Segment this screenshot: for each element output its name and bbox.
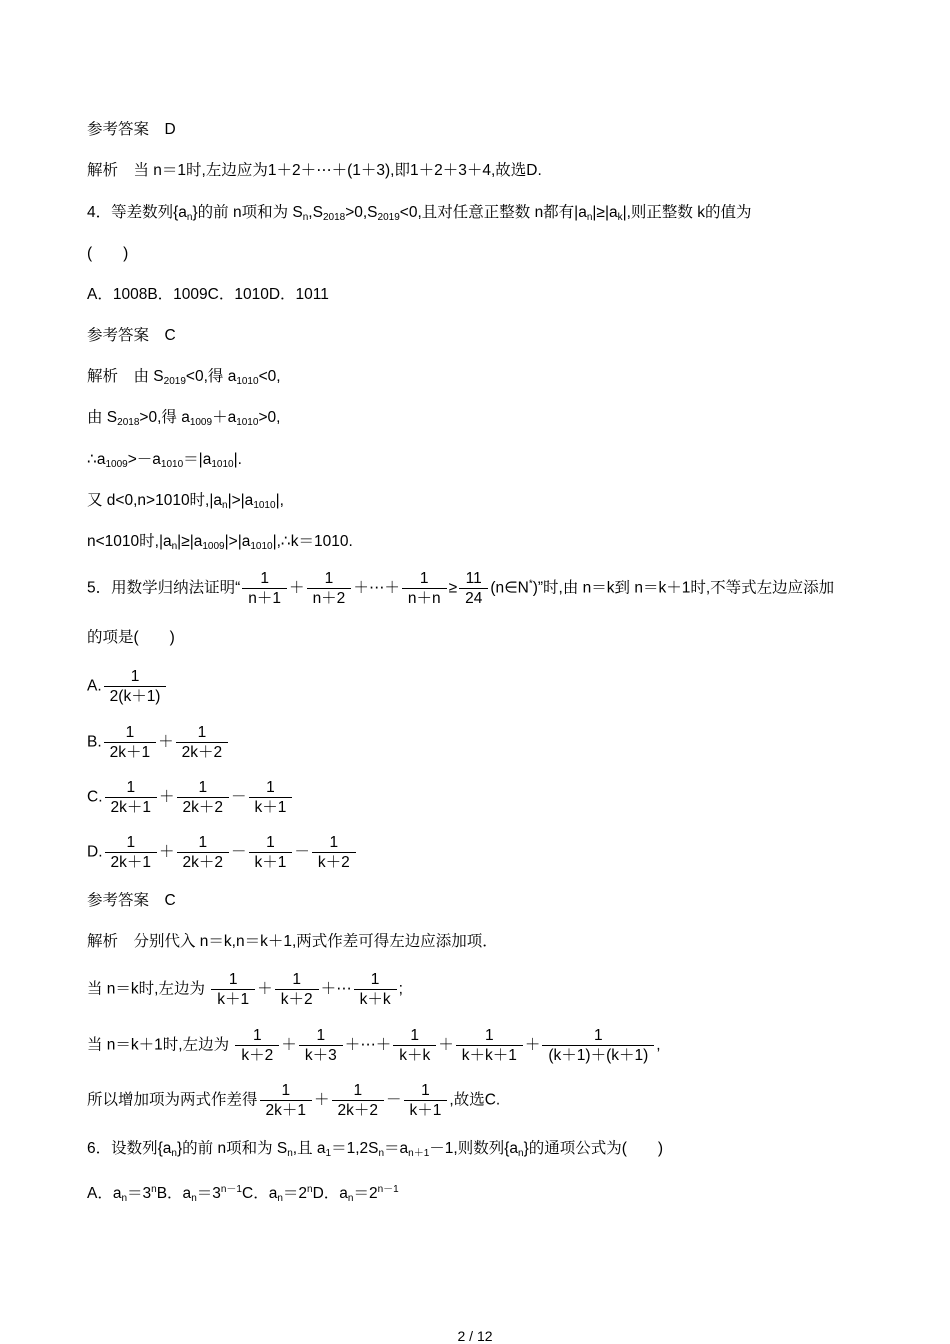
question-4-options: A．1008B．1009C．1010D．1011 [87,286,329,303]
option-b: B. $\frac{1}{2k+1}$ ＋ $\frac{1}{2k+2}$ [87,724,230,761]
explanation-q5-line2: 当 n＝k时,左边为 $\frac{1}{k+1}$ ＋ $\frac{1}{k+2}$ ＋⋯ $\frac{1}{k+k}$ ; [87,971,403,1008]
answer-label-q3: 参考答案 D [87,121,176,138]
option-c: C. $\frac{1}{2k+1}$ ＋ $\frac{1}{2k+2}$ － $\frac{1}{k+1}$ [87,779,294,816]
fraction: $\frac{1}{k+k}$ [393,1027,436,1064]
fraction: $\frac{1}{k+1}$ [211,971,255,1008]
fraction: $\frac{1}{k+1}$ [249,834,293,871]
question-4: 4．等差数列$\{a_n\}$的前 n项和为 $S_n,S_{2018}>0,S_{2019}<0$,且对任意正整数 n都有$|a_n|\ge|a_k|$,则正整数 k的值为 [87,204,752,223]
fraction: $\frac{1}{k+3}$ [299,1027,343,1064]
fraction: $\frac{1}{2k+2}$ [176,724,229,761]
solution-line-3: $\therefore a_{1009}>-a_{1010}=|a_{1010}|$. [87,451,242,470]
fraction: $\frac{1}{n+1}$ [242,570,287,607]
fraction: $\frac{11}{24}$ [459,570,488,607]
answer-label-q5: 参考答案 C [87,892,176,909]
fraction: $\frac{1}{2k+2}$ [332,1082,385,1119]
page-number: 2 / 12 [457,1328,493,1344]
option-a: A. $\frac{1}{2(k+1)}$ [87,668,168,705]
solution-line-2: 由 $S_{2018}>0$,得 $a_{1009}+a_{1010}>0$, [87,409,281,428]
solution-line-1: 解析 由 $S_{2019}<0$,得 $a_{1010}<0$, [87,368,281,387]
fraction: $\frac{1}{2k+1}$ [260,1082,313,1119]
fraction: $\frac{1}{2(k+1)}$ [104,668,167,705]
fraction: $\frac{1}{2k+1}$ [104,724,157,761]
fraction: $\frac{1}{2k+2}$ [177,834,230,871]
fraction: $\frac{1}{2k+2}$ [177,779,230,816]
question-5: 5．用数学归纳法证明“ $\frac{1}{n+1}$ ＋ $\frac{1}{n+2}$ ＋⋯＋ $\frac{1}{n+n}$ ≥ $\frac{11}{24}$ (n∈N*)”时,由 n＝k到 n＝k＋1时,不等式左边应添加 [87,570,835,607]
fraction: $\frac{1}{k+1}$ [404,1082,448,1119]
fraction: $\frac{1}{2k+1}$ [105,834,158,871]
question-5-line2: 的项是( ) [87,629,175,646]
option-d: D. $\frac{1}{2k+1}$ ＋ $\frac{1}{2k+2}$ － $\frac{1}{k+1}$ － $\frac{1}{k+2}$ [87,834,358,871]
fraction: $\frac{1}{n+2}$ [307,570,352,607]
answer-label-q4: 参考答案 C [87,327,176,344]
question-6-options: A．$a_n=3^nB$．$a_n=3^{n-1}C$．$a_n=2^nD$．$a_n=2^{n-1}$ [87,1184,399,1204]
fraction: $\frac{1}{k+k}$ [354,971,397,1008]
explanation-q5-line3: 当 n＝k＋1时,左边为 $\frac{1}{k+2}$ ＋ $\frac{1}{k+3}$ ＋⋯＋ $\frac{1}{k+k}$ ＋ $\frac{1}{k+k+1}$ ＋ $\frac{1}{(k+1)+(k+1)}$ , [87,1027,661,1064]
explanation-q3: 解析 当 n＝1时,左边应为1＋2＋⋯＋(1＋3),即1＋2＋3＋4,故选D. [87,162,542,179]
question-6: 6．设数列$\{a_n\}$的前 n项和为 $S_n$,且 $a_1=1,2S_n=a_{n+1}-1$,则数列$\{a_n\}$的通项公式为( ) [87,1140,664,1159]
explanation-q5-line1: 解析 分别代入 n＝k,n＝k＋1,两式作差可得左边应添加项． [87,933,498,950]
fraction: $\frac{1}{k+k+1}$ [456,1027,523,1064]
fraction: $\frac{1}{2k+1}$ [105,779,158,816]
fraction: $\frac{1}{(k+1)+(k+1)}$ [542,1027,654,1064]
explanation-q5-line4: 所以增加项为两式作差得 $\frac{1}{2k+1}$ ＋ $\frac{1}{2k+2}$ － $\frac{1}{k+1}$ ,故选C. [87,1082,501,1119]
fraction: $\frac{1}{k+2}$ [312,834,356,871]
fraction: $\frac{1}{k+2}$ [275,971,319,1008]
question-4-parens: ( ) [87,245,129,262]
fraction: $\frac{1}{k+2}$ [235,1027,279,1064]
solution-line-5: n<1010时$,|a_n|\ge|a_{1009}|>|a_{1010}|,\therefore k=1010$. [87,533,353,552]
fraction: $\frac{1}{n+n}$ [402,570,447,607]
solution-line-4: 又 d<0,n>1010时$,|a_n|>|a_{1010}|$, [87,492,284,511]
fraction: $\frac{1}{k+1}$ [249,779,293,816]
